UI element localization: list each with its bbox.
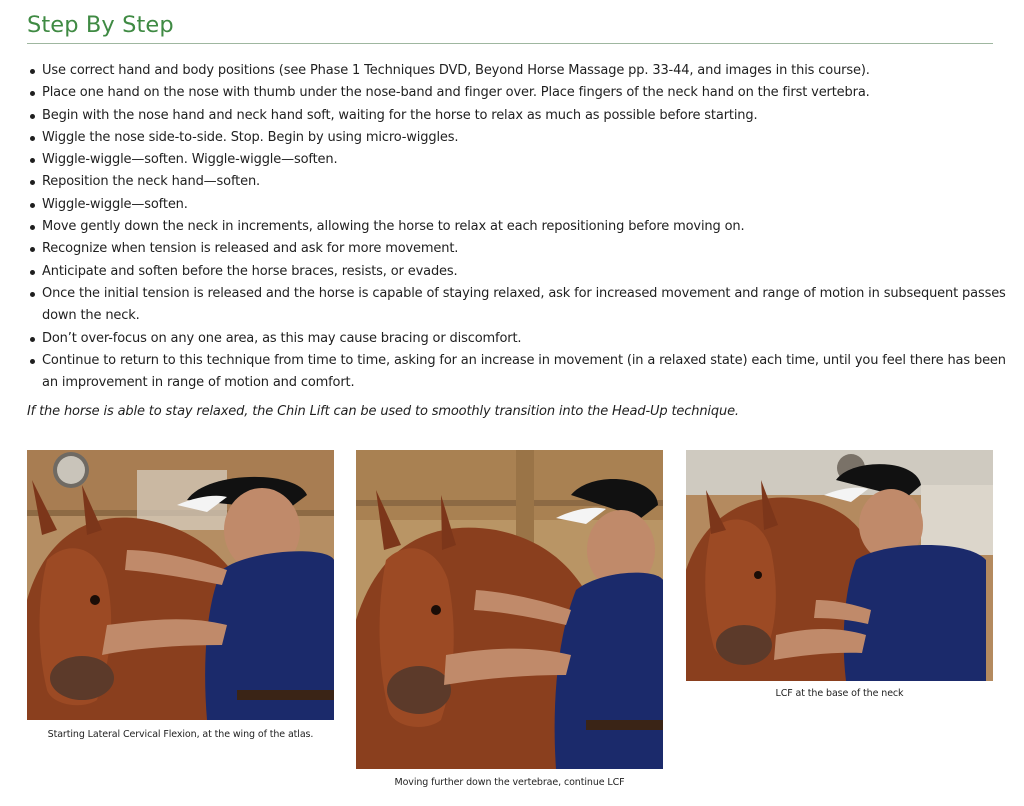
list-item: Once the initial tension is released and the horse is capable of staying relaxed, ask for increased movement and range of motion in subsequent passes down the neck.: [42, 283, 1008, 328]
list-item: Continue to return to this technique from time to time, asking for an increase in movement (in a relaxed state) each time, until you feel there has been an improvement in range of motion and comfort.: [42, 350, 1008, 395]
figure-caption-2: Moving further down the vertebrae, continue LCF: [394, 777, 625, 788]
list-item: Use correct hand and body positions (see Phase 1 Techniques DVD, Beyond Horse Massage pp. 33-44, and images in this course).: [42, 60, 1008, 82]
figure-photo-neck-base: [686, 450, 993, 681]
horse-massage-illustration: [686, 450, 993, 681]
list-item: Wiggle-wiggle—soften.: [42, 194, 1008, 216]
steps-list: [27, 60, 1008, 394]
section-title: Step By Step: [27, 12, 174, 38]
list-item: Place one hand on the nose with thumb under the nose-band and finger over. Place fingers of the neck hand on the first vertebra.: [42, 82, 1008, 104]
figure-caption-1: Starting Lateral Cervical Flexion, at the wing of the atlas.: [47, 729, 314, 740]
step-by-step-section: [27, 0, 1006, 419]
figure-photo-vertebrae: [356, 450, 663, 769]
figure-caption-3: LCF at the base of the neck: [775, 688, 904, 699]
transition-note: If the horse is able to stay relaxed, the Chin Lift can be used to smoothly transition into the Head-Up technique.: [27, 404, 739, 419]
horse-massage-illustration: [27, 450, 334, 720]
list-item: Begin with the nose hand and neck hand soft, waiting for the horse to relax as much as possible before starting.: [42, 105, 1008, 127]
list-item: Wiggle-wiggle—soften. Wiggle-wiggle—soften.: [42, 149, 1008, 171]
figure-photo-atlas: [27, 450, 334, 720]
list-item: Reposition the neck hand—soften.: [42, 171, 1008, 193]
list-item: Recognize when tension is released and ask for more movement.: [42, 238, 1008, 260]
list-item: Don’t over-focus on any one area, as this may cause bracing or discomfort.: [42, 328, 1008, 350]
horse-massage-illustration: [356, 450, 663, 769]
list-item: Wiggle the nose side-to-side. Stop. Begin by using micro-wiggles.: [42, 127, 1008, 149]
title-divider: [27, 43, 993, 44]
list-item: Anticipate and soften before the horse braces, resists, or evades.: [42, 261, 1008, 283]
list-item: Move gently down the neck in increments, allowing the horse to relax at each repositioning before moving on.: [42, 216, 1008, 238]
